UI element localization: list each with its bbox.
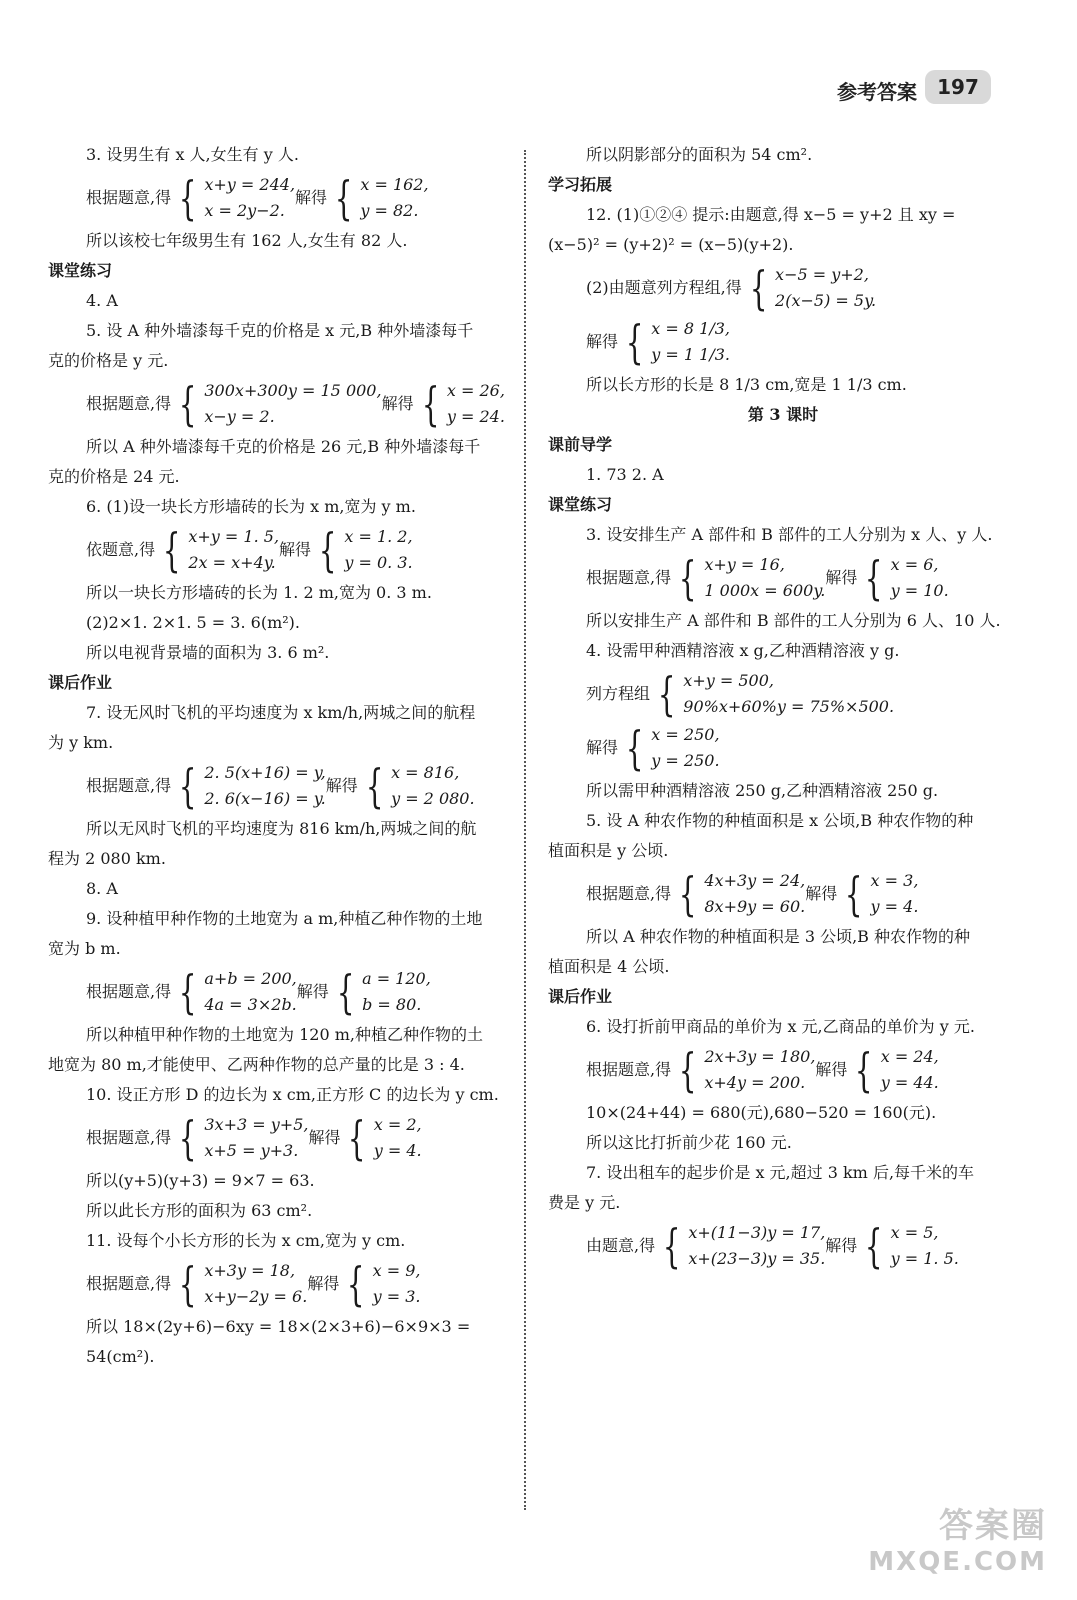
q9-conclusion-b: 地宽为 80 m,才能使甲、乙两种作物的总产量的比是 3 : 4. (48, 1055, 465, 1074)
watermark-logo (868, 1508, 1047, 1580)
eq-line: x+5 = y+3. (204, 1141, 299, 1160)
q3-system (204, 172, 295, 224)
q4-answer: 4. A (86, 291, 118, 310)
q7-mid: 解得 (325, 776, 358, 795)
q9-lead: 根据题意,得 (86, 982, 172, 1001)
q3-lead: 根据题意,得 (86, 188, 172, 207)
eq-line: x+4y = 200. (704, 1073, 806, 1092)
q11-system (204, 1258, 307, 1310)
r-q3-system (704, 552, 825, 604)
eq-line: 3x+3 = y+5, (204, 1115, 309, 1134)
left-column (48, 140, 508, 1372)
q12-lead: (2)由题意列方程组,得 (586, 278, 742, 297)
q5-text-b: 克的价格是 y 元. (48, 351, 169, 370)
q3-mid: 解得 (295, 188, 328, 207)
r-q7-solution (891, 1220, 959, 1272)
section-practice: 课堂练习 (48, 261, 113, 280)
eq-line: x = 2y−2. (204, 201, 285, 220)
eq-line: x = 6, (890, 555, 939, 574)
eq-line: x+y−2y = 6. (204, 1287, 308, 1306)
r-q6-mid: 解得 (815, 1060, 848, 1079)
eq-line: y = 4. (373, 1141, 422, 1160)
r-q4-conclusion: 所以需甲种酒精溶液 250 g,乙种酒精溶液 250 g. (586, 781, 939, 800)
q5-solution (447, 378, 505, 430)
r-q6-system (704, 1044, 815, 1096)
q7-system (204, 760, 325, 812)
r-q7-system (688, 1220, 825, 1272)
q12-conclusion: 所以长方形的长是 8 1/3 cm,宽是 1 1/3 cm. (586, 375, 907, 394)
eq-line: 2x = x+4y. (188, 553, 276, 572)
eq-line: x = 1. 2, (344, 527, 413, 546)
q9-system (204, 966, 296, 1018)
r-q5-conclusion-a: 所以 A 种农作物的种植面积是 3 公顷,B 种农作物的种 (586, 927, 971, 946)
eq-line: y = 1 1/3. (651, 345, 731, 364)
eq-line: x+(11−3)y = 17, (688, 1223, 826, 1242)
q6-solution (344, 524, 412, 576)
eq-line: x+y = 16, (704, 555, 785, 574)
eq-line: y = 82. (360, 201, 419, 220)
q6-part2-conclusion: 所以电视背景墙的面积为 3. 6 m². (86, 643, 330, 662)
q6-conclusion: 所以一块长方形墙砖的长为 1. 2 m,宽为 0. 3 m. (86, 583, 432, 602)
eq-line: x+y = 1. 5, (188, 527, 280, 546)
r1-text: 所以阴影部分的面积为 54 cm². (586, 145, 813, 164)
section-preview: 课前导学 (548, 435, 613, 454)
eq-line: 8x+9y = 60. (704, 897, 806, 916)
q6-part2: (2)2×1. 2×1. 5 = 3. 6(m²). (86, 613, 300, 632)
eq-line: x = 26, (446, 381, 505, 400)
r-q7-equation: 由题意,得 { x+(11−3)y = 17, x+(23−3)y = 35. 解得 { x = 5, y = 1. 5. (586, 1219, 959, 1273)
r-q6-conclusion-1: 10×(24+44) = 680(元),680−520 = 160(元). (586, 1103, 937, 1122)
eq-line: a+b = 200, (204, 969, 297, 988)
eq-line: y = 250. (651, 751, 720, 770)
r-q3-solution (891, 552, 949, 604)
eq-line: y = 3. (372, 1287, 421, 1306)
r-q3-text: 3. 设安排生产 A 部件和 B 部件的工人分别为 x 人、y 人. (586, 525, 993, 544)
right-column (548, 140, 1018, 1274)
eq-line: x = 162, (360, 175, 429, 194)
q10-equation: 根据题意,得 { 3x+3 = y+5, x+5 = y+3. 解得 { x = 2, y = 4. (86, 1111, 422, 1165)
eq-line: y = 0. 3. (344, 553, 413, 572)
r-q6-solution (881, 1044, 939, 1096)
r-q4-solution (651, 722, 719, 774)
eq-line: x = 2, (373, 1115, 422, 1134)
eq-line: 2. 5(x+16) = y, (204, 763, 326, 782)
eq-line: x = 3, (870, 871, 919, 890)
eq-line: 300x+300y = 15 000, (204, 381, 382, 400)
r-q3-conclusion: 所以安排生产 A 部件和 B 部件的工人分别为 6 人、10 人. (586, 611, 1001, 630)
q5-conclusion-b: 克的价格是 24 元. (48, 467, 180, 486)
r-q5-lead: 根据题意,得 (586, 884, 672, 903)
q7-text-a: 7. 设无风时飞机的平均速度为 x km/h,两城之间的航程 (86, 703, 476, 722)
section-homework: 课后作业 (48, 673, 113, 692)
q5-conclusion-a: 所以 A 种外墙漆每千克的价格是 26 元,B 种外墙漆每千 (86, 437, 481, 456)
r-q6-lead: 根据题意,得 (586, 1060, 672, 1079)
section-homework-right: 课后作业 (548, 987, 613, 1006)
q11-conclusion: 所以 18×(2y+6)−6xy = 18×(2×3+6)−6×9×3 = 54(cm²). (86, 1317, 471, 1366)
r-q7-lead: 由题意,得 (586, 1236, 656, 1255)
eq-line: x = 816, (391, 763, 460, 782)
q6-equation: 依题意,得 { x+y = 1. 5, 2x = x+4y. 解得 { x = 1. 2, y = 0. 3. (86, 523, 413, 577)
q10-conclusion-1: 所以(y+5)(y+3) = 9×7 = 63. (86, 1171, 315, 1190)
r-q4-lead: 列方程组 (586, 684, 651, 703)
lesson-heading: 第 3 课时 (747, 405, 819, 424)
eq-line: x−y = 2. (204, 407, 275, 426)
q9-mid: 解得 (296, 982, 329, 1001)
eq-line: y = 2 080. (391, 789, 475, 808)
q5-lead: 根据题意,得 (86, 394, 172, 413)
q7-solution (391, 760, 475, 812)
eq-line: x−5 = y+2, (775, 265, 869, 284)
q11-mid: 解得 (307, 1274, 340, 1293)
eq-line: y = 24. (446, 407, 505, 426)
header-title: 参考答案 (837, 80, 917, 104)
q7-lead: 根据题意,得 (86, 776, 172, 795)
r-q4-equation: 列方程组 { x+y = 500, 90%x+60%y = 75%×500. (586, 667, 895, 721)
q10-lead: 根据题意,得 (86, 1128, 172, 1147)
eq-line: b = 80. (362, 995, 422, 1014)
r-q7-mid: 解得 (825, 1236, 858, 1255)
eq-line: x+3y = 18, (204, 1261, 296, 1280)
q10-text: 10. 设正方形 D 的边长为 x cm,正方形 C 的边长为 y cm. (86, 1085, 499, 1104)
q9-solution (362, 966, 431, 1018)
q7-equation: 根据题意,得 { 2. 5(x+16) = y, 2. 6(x−16) = y. 解得 { x = 816, y = 2 080. (86, 759, 475, 813)
q11-equation: 根据题意,得 { x+3y = 18, x+y−2y = 6. 解得 { x = 9, y = 3. (86, 1257, 421, 1311)
eq-line: 2x+3y = 180, (704, 1047, 816, 1066)
q8-answer: 8. A (86, 879, 118, 898)
r-q6-text: 6. 设打折前甲商品的单价为 x 元,乙商品的单价为 y 元. (586, 1017, 975, 1036)
r-q3-lead: 根据题意,得 (586, 568, 672, 587)
q5-mid: 解得 (381, 394, 414, 413)
eq-line: x = 9, (372, 1261, 421, 1280)
q7-conclusion-b: 程为 2 080 km. (48, 849, 166, 868)
eq-line: 4x+3y = 24, (704, 871, 806, 890)
q12-solution-block: 解得 { x = 8 1/3, y = 1 1/3. (586, 315, 731, 369)
eq-line: 90%x+60%y = 75%×500. (683, 697, 895, 716)
section-extension: 学习拓展 (548, 175, 613, 194)
q3-conclusion: 所以该校七年级男生有 162 人,女生有 82 人. (86, 231, 408, 250)
r-q5-text-b: 植面积是 y 公顷. (548, 841, 669, 860)
eq-line: x = 5, (890, 1223, 939, 1242)
q9-conclusion-a: 所以种植甲种作物的土地宽为 120 m,种植乙种作物的土 (86, 1025, 483, 1044)
eq-line: y = 1. 5. (890, 1249, 959, 1268)
q12-sol-lead: 解得 (586, 332, 619, 351)
q10-mid: 解得 (308, 1128, 341, 1147)
q10-conclusion-2: 所以此长方形的面积为 63 cm². (86, 1201, 313, 1220)
q7-conclusion-a: 所以无风时飞机的平均速度为 816 km/h,两城之间的航 (86, 819, 477, 838)
eq-line: 2. 6(x−16) = y. (204, 789, 326, 808)
r-q5-system (704, 868, 805, 920)
q11-lead: 根据题意,得 (86, 1274, 172, 1293)
r-q5-solution (871, 868, 919, 920)
eq-line: x+y = 500, (683, 671, 774, 690)
r-q3-mid: 解得 (825, 568, 858, 587)
q9-text-a: 9. 设种植甲种作物的土地宽为 a m,种植乙种作物的土地 (86, 909, 483, 928)
eq-line: 4a = 3×2b. (204, 995, 297, 1014)
q11-solution (373, 1258, 421, 1310)
page-number: 197 (925, 70, 991, 104)
eq-line: x+(23−3)y = 35. (688, 1249, 826, 1268)
q7-text-b: 为 y km. (48, 733, 114, 752)
r-q4-sol-lead: 解得 (586, 738, 619, 757)
q12-system (775, 262, 876, 314)
eq-line: y = 4. (870, 897, 919, 916)
eq-line: x+y = 244, (204, 175, 296, 194)
r-q7-text-b: 费是 y 元. (548, 1193, 621, 1212)
eq-line: a = 120, (362, 969, 431, 988)
q3-solution (360, 172, 428, 224)
q5-equation: 根据题意,得 { 300x+300y = 15 000, x−y = 2. 解得 { x = 26, y = 24. (86, 377, 505, 431)
r-q5-equation: 根据题意,得 { 4x+3y = 24, 8x+9y = 60. 解得 { x = 3, y = 4. (586, 867, 919, 921)
eq-line: 1 000x = 600y. (704, 581, 826, 600)
q12-solution (651, 316, 730, 368)
q6-lead: 依题意,得 (86, 540, 156, 559)
watermark-line1: 答案圈 (939, 1506, 1047, 1546)
r-q6-equation: 根据题意,得 { 2x+3y = 180, x+4y = 200. 解得 { x = 24, y = 44. (586, 1043, 939, 1097)
q6-text: 6. (1)设一块长方形墙砖的长为 x m,宽为 y m. (86, 497, 416, 516)
r-q4-text: 4. 设需甲种酒精溶液 x g,乙种酒精溶液 y g. (586, 641, 900, 660)
section-practice-right: 课堂练习 (548, 495, 613, 514)
q5-text-a: 5. 设 A 种外墙漆每千克的价格是 x 元,B 种外墙漆每千 (86, 321, 474, 340)
eq-line: x = 24, (880, 1047, 939, 1066)
q10-solution (374, 1112, 422, 1164)
q3-equation: 根据题意,得 { x+y = 244, x = 2y−2. 解得 { x = 162, y = 82. (86, 171, 429, 225)
r-q7-text-a: 7. 设出租车的起步价是 x 元,超过 3 km 后,每千米的车 (586, 1163, 975, 1182)
q12-text-a: 12. (1)①②④ 提示:由题意,得 x−5 = y+2 且 xy = (586, 205, 956, 224)
preview-answers: 1. 73 2. A (586, 465, 664, 484)
q3-intro: 3. 设男生有 x 人,女生有 y 人. (86, 145, 299, 164)
eq-line: 2(x−5) = 5y. (775, 291, 877, 310)
q6-mid: 解得 (279, 540, 312, 559)
q9-text-b: 宽为 b m. (48, 939, 121, 958)
q9-equation: 根据题意,得 { a+b = 200, 4a = 3×2b. 解得 { a = 120, b = 80. (86, 965, 431, 1019)
q5-system (204, 378, 381, 430)
q12-equation: (2)由题意列方程组,得 { x−5 = y+2, 2(x−5) = 5y. (586, 261, 877, 315)
q12-text-b: (x−5)² = (y+2)² = (x−5)(y+2). (548, 235, 794, 254)
eq-line: y = 44. (880, 1073, 939, 1092)
eq-line: x = 8 1/3, (651, 319, 730, 338)
watermark-line2: MXQE.COM (868, 1547, 1047, 1577)
q6-system (188, 524, 279, 576)
r-q4-system (683, 668, 894, 720)
r-q5-mid: 解得 (805, 884, 838, 903)
q11-text: 11. 设每个小长方形的长为 x cm,宽为 y cm. (86, 1231, 406, 1250)
q10-system (204, 1112, 308, 1164)
eq-line: x = 250, (651, 725, 720, 744)
r-q4-solution-block: 解得 { x = 250, y = 250. (586, 721, 720, 775)
eq-line: y = 10. (890, 581, 949, 600)
r-q6-conclusion-2: 所以这比打折前少花 160 元. (586, 1133, 792, 1152)
r-q3-equation: 根据题意,得 { x+y = 16, 1 000x = 600y. 解得 { x = 6, y = 10. (586, 551, 949, 605)
r-q5-text-a: 5. 设 A 种农作物的种植面积是 x 公顷,B 种农作物的种 (586, 811, 974, 830)
column-divider (524, 150, 526, 1510)
r-q5-conclusion-b: 植面积是 4 公顷. (548, 957, 670, 976)
